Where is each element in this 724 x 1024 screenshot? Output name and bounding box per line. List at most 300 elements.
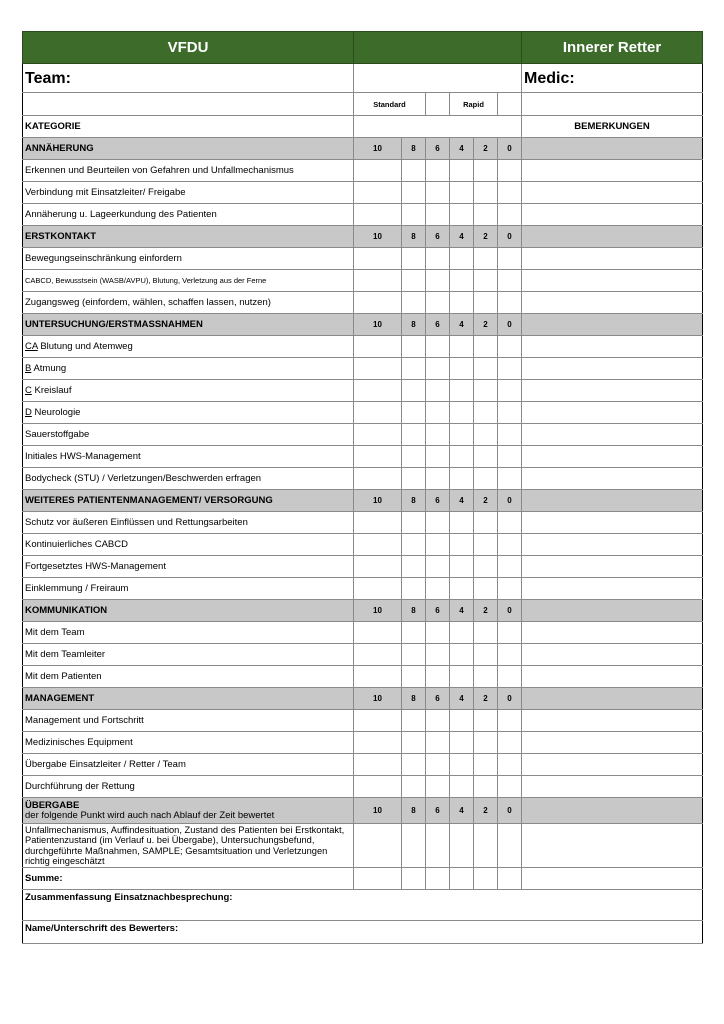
unterschrift-row bbox=[23, 921, 703, 944]
item-row bbox=[23, 160, 703, 182]
score-cell[interactable] bbox=[426, 622, 450, 644]
score-cell[interactable] bbox=[354, 160, 402, 182]
score-cell[interactable] bbox=[354, 578, 402, 600]
item-text: Bodycheck (STU) / Verletzungen/Beschwerden erfragen bbox=[25, 473, 262, 484]
item-row bbox=[23, 402, 703, 424]
score-cell[interactable] bbox=[354, 512, 402, 534]
item-row bbox=[23, 424, 703, 446]
item-prefix: CA bbox=[25, 341, 38, 352]
score-cell[interactable] bbox=[354, 270, 402, 292]
score-cell[interactable] bbox=[354, 644, 402, 666]
remarks-cell[interactable] bbox=[522, 578, 703, 600]
remarks-cell[interactable] bbox=[522, 380, 703, 402]
summe-remarks bbox=[522, 868, 703, 890]
item-row bbox=[23, 710, 703, 732]
score-cell[interactable] bbox=[498, 578, 522, 600]
score-cell[interactable] bbox=[498, 776, 522, 798]
category-title: MANAGEMENT bbox=[23, 688, 354, 710]
score-cell[interactable] bbox=[474, 578, 498, 600]
score-cell[interactable] bbox=[474, 622, 498, 644]
item-text: Atmung bbox=[31, 363, 67, 374]
score-cell[interactable] bbox=[474, 512, 498, 534]
score-cell[interactable] bbox=[474, 868, 498, 890]
category-row bbox=[23, 226, 703, 248]
score-cell[interactable] bbox=[498, 248, 522, 270]
score-header-4: 4 bbox=[450, 138, 474, 160]
score-header-2: 2 bbox=[474, 688, 498, 710]
item-row bbox=[23, 754, 703, 776]
item-prefix: D bbox=[25, 407, 32, 418]
score-cell[interactable] bbox=[402, 534, 426, 556]
score-header-6: 6 bbox=[426, 490, 450, 512]
item-row bbox=[23, 622, 703, 644]
score-header-8: 8 bbox=[402, 490, 426, 512]
score-cell[interactable] bbox=[474, 292, 498, 314]
score-cell[interactable] bbox=[450, 868, 474, 890]
score-cell[interactable] bbox=[354, 666, 402, 688]
item-label bbox=[23, 644, 354, 666]
kategorie-label: KATEGORIE bbox=[23, 116, 354, 138]
score-cell[interactable] bbox=[474, 556, 498, 578]
score-cell[interactable] bbox=[354, 380, 402, 402]
score-cell[interactable] bbox=[450, 380, 474, 402]
score-cell[interactable] bbox=[498, 160, 522, 182]
item-text: CABCD, Bewusstsein (WASB/AVPU), Blutung, Verletzung aus der Ferne bbox=[25, 276, 267, 285]
remarks-cell[interactable] bbox=[522, 424, 703, 446]
score-cell[interactable] bbox=[498, 710, 522, 732]
score-header-8: 8 bbox=[402, 138, 426, 160]
score-cell[interactable] bbox=[426, 292, 450, 314]
score-cell[interactable] bbox=[402, 270, 426, 292]
score-cell[interactable] bbox=[426, 666, 450, 688]
score-cell[interactable] bbox=[474, 424, 498, 446]
mode-rapid-box[interactable] bbox=[498, 93, 522, 116]
score-cell[interactable] bbox=[474, 468, 498, 490]
score-header-10: 10 bbox=[354, 600, 402, 622]
score-header-4: 4 bbox=[450, 226, 474, 248]
item-label bbox=[23, 204, 354, 226]
remarks-cell[interactable] bbox=[522, 446, 703, 468]
uebergabe-header-row bbox=[23, 798, 703, 824]
item-label bbox=[23, 336, 354, 358]
score-cell[interactable] bbox=[354, 732, 402, 754]
score-cell[interactable] bbox=[426, 868, 450, 890]
category-title: UNTERSUCHUNG/ERSTMASSNAHMEN bbox=[23, 314, 354, 336]
score-cell[interactable] bbox=[498, 336, 522, 358]
remarks-cell[interactable] bbox=[522, 556, 703, 578]
remarks-cell[interactable] bbox=[522, 776, 703, 798]
remarks-cell[interactable] bbox=[522, 336, 703, 358]
item-label bbox=[23, 468, 354, 490]
score-cell[interactable] bbox=[498, 402, 522, 424]
score-header-8: 8 bbox=[402, 226, 426, 248]
remarks-cell[interactable] bbox=[522, 666, 703, 688]
score-cell[interactable] bbox=[450, 160, 474, 182]
score-cell[interactable] bbox=[474, 204, 498, 226]
item-label bbox=[23, 182, 354, 204]
kategorie-spacer bbox=[354, 116, 522, 138]
score-cell[interactable] bbox=[426, 776, 450, 798]
score-cell[interactable] bbox=[402, 868, 426, 890]
score-cell[interactable] bbox=[426, 710, 450, 732]
item-row bbox=[23, 358, 703, 380]
score-cell[interactable] bbox=[426, 824, 450, 868]
score-header-10: 10 bbox=[354, 138, 402, 160]
score-cell[interactable] bbox=[402, 402, 426, 424]
item-label bbox=[23, 578, 354, 600]
score-cell[interactable] bbox=[402, 710, 426, 732]
score-cell[interactable] bbox=[402, 204, 426, 226]
item-text: Durchführung der Rettung bbox=[25, 781, 135, 792]
item-row bbox=[23, 336, 703, 358]
remarks-cell[interactable] bbox=[522, 824, 703, 868]
score-cell[interactable] bbox=[354, 446, 402, 468]
score-cell[interactable] bbox=[354, 182, 402, 204]
score-cell[interactable] bbox=[450, 336, 474, 358]
bemerkungen-label: BEMERKUNGEN bbox=[522, 116, 703, 138]
score-cell[interactable] bbox=[474, 446, 498, 468]
score-cell[interactable] bbox=[450, 556, 474, 578]
item-text: Sauerstoffgabe bbox=[25, 429, 90, 440]
score-header-2: 2 bbox=[474, 490, 498, 512]
item-text: Mit dem Team bbox=[25, 627, 85, 638]
score-cell[interactable] bbox=[474, 754, 498, 776]
score-cell[interactable] bbox=[426, 160, 450, 182]
score-cell[interactable] bbox=[354, 336, 402, 358]
score-cell[interactable] bbox=[426, 358, 450, 380]
score-cell[interactable] bbox=[450, 754, 474, 776]
score-cell[interactable] bbox=[354, 556, 402, 578]
remarks-cell[interactable] bbox=[522, 292, 703, 314]
score-cell[interactable] bbox=[498, 556, 522, 578]
remarks-cell[interactable] bbox=[522, 182, 703, 204]
mode-rapid[interactable]: Rapid bbox=[450, 93, 498, 116]
score-cell[interactable] bbox=[474, 380, 498, 402]
score-cell[interactable] bbox=[402, 446, 426, 468]
header-spacer bbox=[354, 32, 522, 64]
score-cell[interactable] bbox=[426, 446, 450, 468]
score-cell[interactable] bbox=[498, 732, 522, 754]
remarks-cell[interactable] bbox=[522, 204, 703, 226]
score-cell[interactable] bbox=[450, 402, 474, 424]
score-cell[interactable] bbox=[402, 754, 426, 776]
score-cell[interactable] bbox=[450, 710, 474, 732]
remarks-cell[interactable] bbox=[522, 644, 703, 666]
score-cell[interactable] bbox=[450, 578, 474, 600]
item-label bbox=[23, 380, 354, 402]
score-cell[interactable] bbox=[402, 556, 426, 578]
score-cell[interactable] bbox=[498, 868, 522, 890]
score-header-0: 0 bbox=[498, 600, 522, 622]
score-cell[interactable] bbox=[474, 644, 498, 666]
score-cell[interactable] bbox=[474, 710, 498, 732]
header-row bbox=[23, 32, 703, 64]
score-cell[interactable] bbox=[426, 336, 450, 358]
kategorie-row bbox=[23, 116, 703, 138]
score-cell[interactable] bbox=[498, 358, 522, 380]
score-cell[interactable] bbox=[474, 248, 498, 270]
uebergabe-title: ÜBERGABE bbox=[25, 799, 80, 811]
score-cell[interactable] bbox=[402, 622, 426, 644]
score-header-4: 4 bbox=[450, 490, 474, 512]
score-header-2: 2 bbox=[474, 314, 498, 336]
score-cell[interactable] bbox=[474, 182, 498, 204]
remarks-cell[interactable] bbox=[522, 732, 703, 754]
score-cell[interactable] bbox=[498, 424, 522, 446]
score-cell[interactable] bbox=[474, 776, 498, 798]
item-text: Mit dem Patienten bbox=[25, 671, 102, 682]
item-label bbox=[23, 402, 354, 424]
score-cell[interactable] bbox=[354, 622, 402, 644]
remarks-cell[interactable] bbox=[522, 622, 703, 644]
item-row bbox=[23, 512, 703, 534]
score-cell[interactable] bbox=[426, 512, 450, 534]
score-cell[interactable] bbox=[450, 292, 474, 314]
score-cell[interactable] bbox=[498, 204, 522, 226]
item-text: Blutung und Atemweg bbox=[37, 341, 133, 352]
remarks-cell[interactable] bbox=[522, 512, 703, 534]
remarks-cell[interactable] bbox=[522, 160, 703, 182]
score-cell[interactable] bbox=[450, 644, 474, 666]
score-cell[interactable] bbox=[426, 578, 450, 600]
summe-label: Summe: bbox=[23, 868, 354, 890]
item-label bbox=[23, 754, 354, 776]
mode-remarks bbox=[522, 93, 703, 116]
item-row bbox=[23, 248, 703, 270]
score-cell[interactable] bbox=[402, 776, 426, 798]
score-cell[interactable] bbox=[450, 824, 474, 868]
category-row bbox=[23, 314, 703, 336]
zusammenfassung-row bbox=[23, 890, 703, 921]
score-cell[interactable] bbox=[354, 424, 402, 446]
score-cell[interactable] bbox=[498, 534, 522, 556]
score-cell[interactable] bbox=[426, 402, 450, 424]
item-label bbox=[23, 732, 354, 754]
item-row bbox=[23, 776, 703, 798]
score-cell[interactable] bbox=[474, 358, 498, 380]
score-cell[interactable] bbox=[474, 270, 498, 292]
score-header-6: 6 bbox=[426, 314, 450, 336]
remarks-cell[interactable] bbox=[522, 270, 703, 292]
item-text: Kontinuierliches CABCD bbox=[25, 539, 128, 550]
score-header-2: 2 bbox=[474, 798, 498, 824]
title-vfdu: VFDU bbox=[23, 32, 354, 64]
score-cell[interactable] bbox=[426, 468, 450, 490]
score-cell[interactable] bbox=[402, 578, 426, 600]
score-cell[interactable] bbox=[498, 644, 522, 666]
team-label: Team: bbox=[23, 64, 354, 93]
item-text: Verbindung mit Einsatzleiter/ Freigabe bbox=[25, 187, 186, 198]
score-header-4: 4 bbox=[450, 314, 474, 336]
category-remarks bbox=[522, 798, 703, 824]
item-text: Annäherung u. Lageerkundung des Patienten bbox=[25, 209, 217, 220]
score-cell[interactable] bbox=[498, 666, 522, 688]
score-cell[interactable] bbox=[354, 402, 402, 424]
score-cell[interactable] bbox=[354, 868, 402, 890]
score-header-10: 10 bbox=[354, 490, 402, 512]
score-cell[interactable] bbox=[426, 182, 450, 204]
remarks-cell[interactable] bbox=[522, 358, 703, 380]
score-cell[interactable] bbox=[354, 204, 402, 226]
score-cell[interactable] bbox=[450, 358, 474, 380]
score-cell[interactable] bbox=[426, 644, 450, 666]
score-header-6: 6 bbox=[426, 138, 450, 160]
item-row bbox=[23, 666, 703, 688]
score-cell[interactable] bbox=[498, 292, 522, 314]
item-text: Zugangsweg (einfordem, wählen, schaffen lassen, nutzen) bbox=[25, 297, 271, 308]
item-row bbox=[23, 380, 703, 402]
uebergabe-description: Unfallmechanismus, Auffindesituation, Zustand des Patienten bei Erstkontakt, Patientenzustand (im Verlauf u. bei Übergabe), Untersuchungsbefund, durchgeführte Maßnahmen, SAMPLE; Gesamtsituation und Verletzungen richtig eingeschätzt bbox=[23, 824, 354, 868]
remarks-cell[interactable] bbox=[522, 248, 703, 270]
score-cell[interactable] bbox=[450, 446, 474, 468]
score-cell[interactable] bbox=[474, 402, 498, 424]
score-cell[interactable] bbox=[402, 292, 426, 314]
remarks-cell[interactable] bbox=[522, 468, 703, 490]
category-row bbox=[23, 490, 703, 512]
item-row bbox=[23, 468, 703, 490]
item-prefix: C bbox=[25, 385, 32, 396]
score-cell[interactable] bbox=[402, 666, 426, 688]
score-cell[interactable] bbox=[426, 380, 450, 402]
score-cell[interactable] bbox=[474, 534, 498, 556]
score-cell[interactable] bbox=[450, 182, 474, 204]
score-cell[interactable] bbox=[450, 534, 474, 556]
score-cell[interactable] bbox=[450, 666, 474, 688]
remarks-cell[interactable] bbox=[522, 710, 703, 732]
score-cell[interactable] bbox=[498, 754, 522, 776]
category-remarks bbox=[522, 688, 703, 710]
score-cell[interactable] bbox=[498, 270, 522, 292]
score-cell[interactable] bbox=[354, 468, 402, 490]
item-row bbox=[23, 182, 703, 204]
score-cell[interactable] bbox=[354, 710, 402, 732]
score-cell[interactable] bbox=[498, 622, 522, 644]
score-cell[interactable] bbox=[426, 754, 450, 776]
score-cell[interactable] bbox=[354, 534, 402, 556]
score-header-0: 0 bbox=[498, 138, 522, 160]
category-row bbox=[23, 600, 703, 622]
score-cell[interactable] bbox=[354, 358, 402, 380]
score-cell[interactable] bbox=[450, 270, 474, 292]
score-cell[interactable] bbox=[402, 424, 426, 446]
score-cell[interactable] bbox=[402, 380, 426, 402]
score-cell[interactable] bbox=[450, 512, 474, 534]
score-cell[interactable] bbox=[474, 160, 498, 182]
score-cell[interactable] bbox=[450, 468, 474, 490]
item-prefix: B bbox=[25, 363, 32, 374]
category-title: ANNÄHERUNG bbox=[23, 138, 354, 160]
score-cell[interactable] bbox=[426, 204, 450, 226]
item-text: Medizinisches Equipment bbox=[25, 737, 133, 748]
score-header-2: 2 bbox=[474, 226, 498, 248]
score-header-0: 0 bbox=[498, 688, 522, 710]
score-cell[interactable] bbox=[498, 182, 522, 204]
item-label bbox=[23, 512, 354, 534]
item-label bbox=[23, 534, 354, 556]
category-title: ERSTKONTAKT bbox=[23, 226, 354, 248]
remarks-cell[interactable] bbox=[522, 402, 703, 424]
score-cell[interactable] bbox=[498, 824, 522, 868]
item-row bbox=[23, 204, 703, 226]
score-cell[interactable] bbox=[450, 732, 474, 754]
score-cell[interactable] bbox=[402, 824, 426, 868]
zusammenfassung-label[interactable]: Zusammenfassung Einsatznachbesprechung: bbox=[23, 890, 703, 921]
score-cell[interactable] bbox=[354, 824, 402, 868]
score-header-6: 6 bbox=[426, 226, 450, 248]
uebergabe-desc-row bbox=[23, 824, 703, 868]
score-header-0: 0 bbox=[498, 314, 522, 336]
score-cell[interactable] bbox=[474, 732, 498, 754]
item-text: Management und Fortschritt bbox=[25, 715, 144, 726]
item-label bbox=[23, 776, 354, 798]
item-text: Übergabe Einsatzleiter / Retter / Team bbox=[25, 759, 186, 770]
team-field[interactable] bbox=[354, 64, 522, 93]
item-row bbox=[23, 732, 703, 754]
score-cell[interactable] bbox=[426, 556, 450, 578]
item-text: Bewegungseinschränkung einfordern bbox=[25, 253, 182, 264]
score-cell[interactable] bbox=[402, 512, 426, 534]
remarks-cell[interactable] bbox=[522, 754, 703, 776]
score-cell[interactable] bbox=[354, 776, 402, 798]
score-cell[interactable] bbox=[354, 292, 402, 314]
score-cell[interactable] bbox=[474, 336, 498, 358]
score-cell[interactable] bbox=[426, 270, 450, 292]
mode-standard[interactable]: Standard bbox=[354, 93, 426, 116]
score-header-2: 2 bbox=[474, 138, 498, 160]
score-cell[interactable] bbox=[498, 468, 522, 490]
score-cell[interactable] bbox=[402, 644, 426, 666]
score-cell[interactable] bbox=[402, 248, 426, 270]
score-cell[interactable] bbox=[450, 424, 474, 446]
score-cell[interactable] bbox=[426, 248, 450, 270]
unterschrift-label[interactable]: Name/Unterschrift des Bewerters: bbox=[23, 921, 703, 944]
score-cell[interactable] bbox=[426, 534, 450, 556]
score-cell[interactable] bbox=[402, 336, 426, 358]
summe-row bbox=[23, 868, 703, 890]
item-label bbox=[23, 710, 354, 732]
score-header-10: 10 bbox=[354, 226, 402, 248]
score-cell[interactable] bbox=[402, 182, 426, 204]
score-cell[interactable] bbox=[402, 358, 426, 380]
score-cell[interactable] bbox=[498, 512, 522, 534]
score-cell[interactable] bbox=[450, 248, 474, 270]
score-cell[interactable] bbox=[474, 666, 498, 688]
score-cell[interactable] bbox=[450, 776, 474, 798]
item-label bbox=[23, 556, 354, 578]
score-cell[interactable] bbox=[354, 248, 402, 270]
score-cell[interactable] bbox=[498, 380, 522, 402]
category-row bbox=[23, 688, 703, 710]
mode-standard-box[interactable] bbox=[426, 93, 450, 116]
category-remarks bbox=[522, 138, 703, 160]
score-cell[interactable] bbox=[426, 424, 450, 446]
score-cell[interactable] bbox=[426, 732, 450, 754]
team-row bbox=[23, 64, 703, 93]
item-row bbox=[23, 556, 703, 578]
score-cell[interactable] bbox=[498, 446, 522, 468]
score-header-10: 10 bbox=[354, 688, 402, 710]
score-cell[interactable] bbox=[450, 622, 474, 644]
score-cell[interactable] bbox=[474, 824, 498, 868]
remarks-cell[interactable] bbox=[522, 534, 703, 556]
score-cell[interactable] bbox=[450, 204, 474, 226]
score-header-0: 0 bbox=[498, 798, 522, 824]
score-cell[interactable] bbox=[402, 160, 426, 182]
score-cell[interactable] bbox=[354, 754, 402, 776]
score-cell[interactable] bbox=[402, 732, 426, 754]
score-cell[interactable] bbox=[402, 468, 426, 490]
mode-spacer bbox=[23, 93, 354, 116]
